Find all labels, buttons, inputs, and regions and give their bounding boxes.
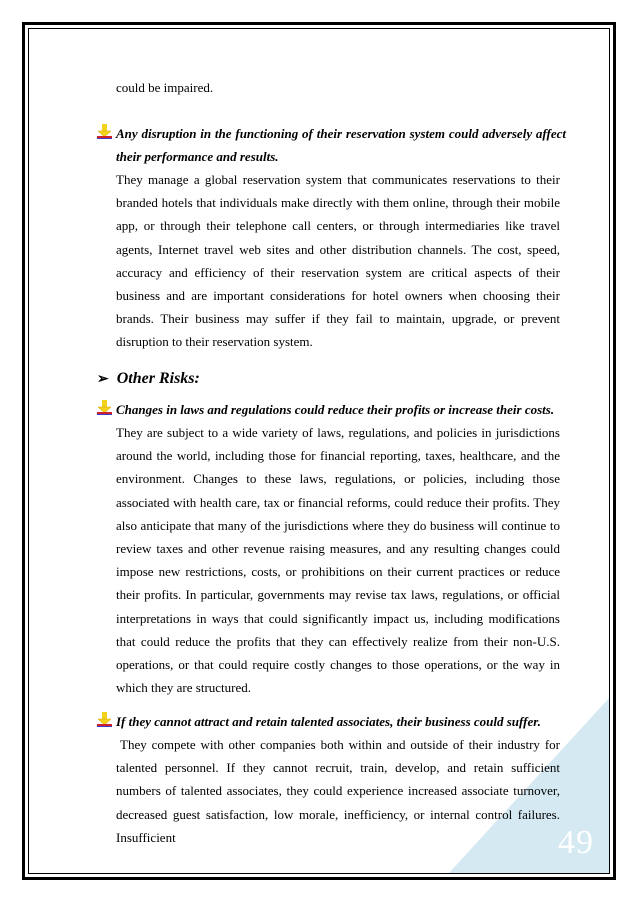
section-heading xyxy=(97,370,200,388)
risk-body-associates: They compete with other companies both within and outside of their industry for talented personnel. If they cannot recruit, train, develop, and retain sufficient numbers of talented associates, they could experience increased associate turnover, decreased guest satisfaction, low morale, inefficiency, or internal control failures. Insufficient xyxy=(116,737,560,845)
risk-heading-associates: If they cannot attract and retain talented associates, their business could suffer. xyxy=(116,714,541,729)
risk-heading-reservation: Any disruption in the functioning of their reservation system could adversely affect their performance and results. xyxy=(116,126,566,165)
risk-heading-laws: Changes in laws and regulations could reduce their profits or increase their costs. xyxy=(116,402,555,417)
bullet-arrow-icon xyxy=(97,712,112,727)
risk-body-laws: They are subject to a wide variety of laws, regulations, and policies in jurisdictions around the world, including those for financial reporting, taxes, healthcare, and the environment. Changes to these laws, regulations, or policies, including those associated with health care, tax or financial reforms, could reduce their profits. They also anticipate that many of the jurisdictions where they do business will continue to review taxes and other revenue raising measures, and any resulting changes could impose new restrictions, costs, or prohibitions on their current practices or reduce their profits. In particular, governments may revise tax laws, regulations, or official interpretations in ways that could significantly impact us, including modifications that could reduce the profits that they can effectively realize from their non-U.S. operations, or that could require costly changes to those operations, or the way in which they are structured. xyxy=(116,425,560,696)
bullet-arrow-icon xyxy=(97,124,112,139)
page-number: 49 xyxy=(558,824,594,861)
intro-fragment: could be impaired. xyxy=(116,80,214,95)
risk-body-reservation: They manage a global reservation system that communicates reservations to their branded hotels that individuals make directly with them online, through their mobile app, or through their telephone call centers, or through intermediaries like travel agents, Internet travel web sites and other distribution channels. The cost, speed, accuracy and efficiency of their reservation system are critical aspects of their business and are important considerations for hotel owners when choosing their brands. Their business may suffer if they fail to maintain, upgrade, or prevent disruption to their reservation system. xyxy=(116,172,560,350)
section-title: Other Risks: xyxy=(116,370,200,387)
bullet-arrow-icon xyxy=(97,400,112,415)
section-arrow-icon: ➢ xyxy=(97,372,109,387)
